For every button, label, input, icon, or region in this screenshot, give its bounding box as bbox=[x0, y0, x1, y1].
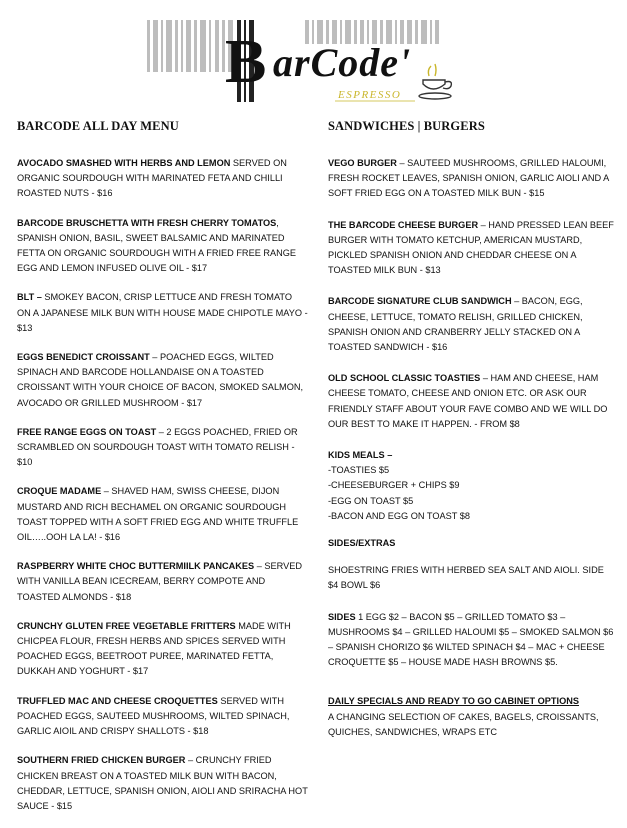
menu-item bbox=[17, 350, 308, 411]
menu-item bbox=[17, 156, 308, 202]
menu-item-desc: – CRUNCHY FRIED CHICKEN BREAST ON A TOASTED MILK BUN WITH BACON, CHEDDAR, LETTUCE, SPANISH ONION, AIOLI AND SRIRACHA HOT SAUCE - $15 bbox=[17, 755, 308, 811]
kids-meal-line: -BACON AND EGG ON TOAST $8 bbox=[328, 510, 470, 521]
svg-text:ESPRESSO: ESPRESSO bbox=[338, 89, 402, 101]
sides-desc: 1 EGG $2 – BACON $5 – GRILLED TOMATO $3 – MUSHROOMS $4 – GRILLED HALOUMI $5 – SMOKED SALMON $6 – SPANISH CHORIZO $6 WILTED SPINACH $4 – MAC + CHEESE CROQUETTE $5 – HOUSE MADE HASH BROWNS $5. bbox=[328, 611, 614, 668]
menu-item-name: BARCODE BRUSCHETTA WITH FRESH CHERRY TOMATOS bbox=[17, 217, 277, 228]
menu-item-name: BARCODE SIGNATURE CLUB SANDWICH bbox=[328, 296, 512, 307]
kids-meal-line: -CHEESEBURGER + CHIPS $9 bbox=[328, 480, 460, 491]
daily-specials-title: DAILY SPECIALS AND READY TO GO CABINET OPTIONS bbox=[328, 696, 579, 707]
menu-item-desc: – POACHED EGGS, WILTED SPINACH AND BARCODE HOLLANDAISE ON A TOASTED CROISSANT WITH YOUR CHOICE OF BACON, SMOKED SALMON, AVOCADO OR GRILLED MUSHROOM - $17 bbox=[17, 352, 304, 408]
menu-item bbox=[328, 294, 614, 355]
menu-item-name: OLD SCHOOL CLASSIC TOASTIES bbox=[328, 373, 481, 384]
sides-label: SIDES bbox=[328, 611, 356, 622]
menu-item-name: RASPBERRY WHITE CHOC BUTTERMIILK PANCAKES bbox=[17, 561, 255, 572]
menu-item-name: VEGO BURGER bbox=[328, 158, 397, 168]
sides-item bbox=[328, 610, 614, 671]
sides-extras-title bbox=[328, 536, 614, 551]
sides-extras-heading: SIDES/EXTRAS bbox=[328, 538, 396, 549]
menu-item-desc: – BACON, EGG, CHEESE, LETTUCE, TOMATO RELISH, GRILLED CHICKEN, SPANISH ONION AND CRANBERRY JELLY STACKED ON A TOASTED SANDWICH - $16 bbox=[328, 296, 583, 353]
all-day-menu-heading: BARCODE ALL DAY MENU bbox=[17, 119, 179, 133]
menu-item bbox=[17, 694, 308, 740]
menu-item-name: SOUTHERN FRIED CHICKEN BURGER bbox=[17, 755, 186, 766]
menu-item-desc: SERVED ON ORGANIC SOURDOUGH WITH MARINATED FETA AND CHILLI ROASTED NUTS - $16 bbox=[17, 158, 287, 199]
menu-item-desc: MADE WITH CHICPEA FLOUR, FRESH HERBS AND SPICES SERVED WITH POACHED EGGS, BEETROOT PUREE, MARINATED FETTA, DUKKAH AND YOGHURT - $17 bbox=[17, 620, 291, 677]
menu-item bbox=[17, 619, 308, 680]
logo-graphic bbox=[145, 18, 485, 104]
menu-item bbox=[328, 156, 614, 202]
menu-item bbox=[17, 559, 308, 605]
menu-item-desc: – SHAVED HAM, SWISS CHEESE, DIJON MUSTARD AND RICH BECHAMEL ON ORGANIC SOURDOUGH TOAST TOPPED WITH A SOFT FRIED EGG AND WHITE TRUFFLE OIL…..OOH LA LA! - $16 bbox=[17, 486, 299, 543]
fries-item: SHOESTRING FRIES WITH HERBED SEA SALT AND AIOLI. SIDE $4 BOWL $6 bbox=[328, 565, 604, 591]
menu-item-name: AVOCADO SMASHED WITH HERBS AND LEMON bbox=[17, 158, 231, 168]
kids-meal-line: -EGG ON TOAST $5 bbox=[328, 495, 414, 506]
menu-item-desc: SERVED WITH POACHED EGGS, SAUTEED MUSHROOMS, WILTED SPINACH, GARLIC AIOIL AND CRISPY SHALLOTS - $18 bbox=[17, 695, 290, 737]
menu-item-desc: – 2 EGGS POACHED, FRIED OR SCRAMBLED ON SOURDOUGH TOAST WITH TOMATO RELISH - $10 bbox=[17, 426, 298, 468]
svg-text:B: B bbox=[225, 28, 267, 96]
menu-item bbox=[17, 216, 308, 277]
sandwiches-burgers-heading: SANDWICHES | BURGERS bbox=[328, 119, 485, 133]
all-day-menu-column bbox=[17, 119, 308, 828]
menu-item-name: EGGS BENEDICT CROISSANT bbox=[17, 352, 150, 363]
menu-item-name: CROQUE MADAME bbox=[17, 486, 102, 497]
kids-meal-line: -TOASTIES $5 bbox=[328, 465, 390, 476]
kids-meals-section bbox=[328, 448, 614, 524]
menu-item-desc: SMOKEY BACON, CRISP LETTUCE AND FRESH TOMATO ON A JAPANESE MILK BUN WITH HOUSE MADE CHIPOTLE MAYO - $13 bbox=[17, 292, 308, 333]
menu-item bbox=[328, 371, 614, 432]
menu-item-name: TRUFFLED MAC AND CHEESE CROQUETTES bbox=[17, 695, 218, 706]
menu-item bbox=[17, 484, 308, 545]
svg-text:arCode': arCode' bbox=[273, 40, 412, 85]
kids-meals-title: KIDS MEALS – bbox=[328, 450, 393, 461]
sandwiches-burgers-column bbox=[328, 119, 614, 756]
barcode-logo bbox=[145, 18, 485, 104]
menu-item-desc: , SPANISH ONION, BASIL, SWEET BALSAMIC AND MARINATED FETTA ON ORGANIC SOURDOUGH WITH A FRIED FREE RANGE EGG AND LEMON INFUSED OLIVE OIL - $17 bbox=[17, 217, 297, 274]
daily-specials-desc: A CHANGING SELECTION OF CAKES, BAGELS, CROISSANTS, QUICHES, SANDWICHES, WRAPS ETC bbox=[328, 711, 599, 737]
menu-item-desc: – HAM AND CHEESE, HAM CHEESE TOMATO, CHEESE AND ONION ETC. OR ASK OUR FRIENDLY STAFF ABOUT YOUR FAVE COMBO AND WE WILL DO OUR BEST TO MAKE IT HAPPEN. - FROM $8 bbox=[328, 373, 608, 429]
menu-item-name: CRUNCHY GLUTEN FREE VEGETABLE FRITTERS bbox=[17, 620, 236, 631]
menu-item-name: FREE RANGE EGGS ON TOAST bbox=[17, 426, 157, 437]
menu-item-name: THE BARCODE CHEESE BURGER bbox=[328, 219, 479, 230]
menu-item bbox=[17, 425, 308, 471]
menu-item bbox=[17, 290, 308, 336]
menu-item-desc: – HAND PRESSED LEAN BEEF BURGER WITH TOMATO KETCHUP, AMERICAN MUSTARD, PICKLED SPANISH ONION AND CHEDDAR CHEESE ON A TOASTED MILK BUN - $13 bbox=[328, 219, 614, 276]
menu-item-desc: – SERVED WITH VANILLA BEAN ICECREAM, BERRY COMPOTE AND TOASTED ALMONDS - $18 bbox=[17, 561, 303, 602]
menu-item bbox=[17, 753, 308, 814]
menu-item bbox=[328, 218, 614, 279]
menu-item-desc: – SAUTEED MUSHROOMS, GRILLED HALOUMI, FRESH ROCKET LEAVES, SPANISH ONION, GARLIC AIOLI AND A SOFT FRIED EGG ON A TOASTED MILK BUN - $15 bbox=[328, 158, 609, 199]
menu-item-name: BLT – bbox=[17, 292, 42, 303]
daily-specials-section bbox=[328, 694, 614, 740]
